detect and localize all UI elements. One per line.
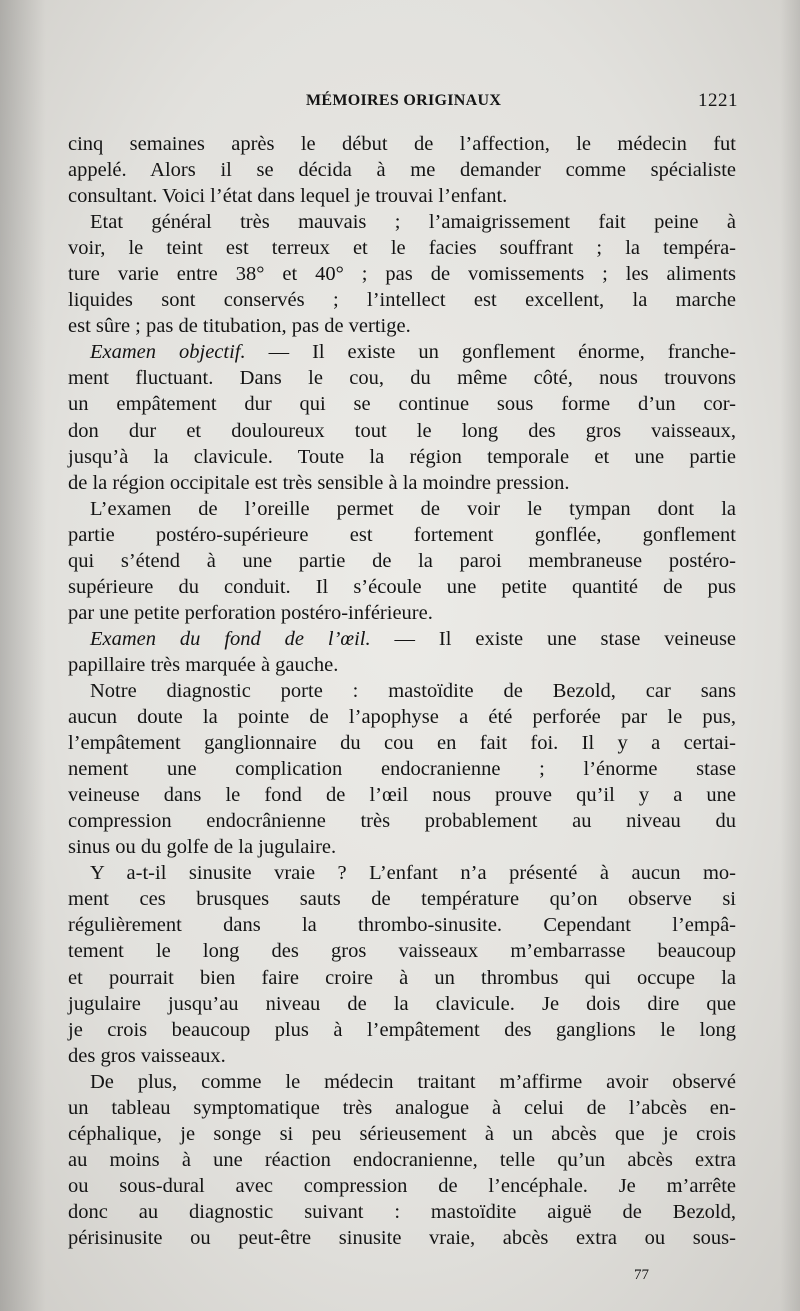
- text-line: [68, 131, 736, 157]
- text-line: [68, 261, 736, 287]
- italic-heading: Examen du fond de l’œil.: [90, 627, 371, 650]
- line-text: donc au diagnostic suivant : mastoïdite aiguë de Bezold,: [68, 1200, 736, 1223]
- line-text: jugulaire jusqu’au niveau de la clavicule. Je dois dire que: [68, 992, 736, 1015]
- line-text: liquides sont conservés ; l’intellect est excellent, la marche: [68, 289, 736, 312]
- running-head: [70, 92, 738, 116]
- text-line: [68, 157, 736, 183]
- line-text: veineuse dans le fond de l’œil nous prouve qu’il y a une: [68, 784, 736, 807]
- line-text: L’examen de l’oreille permet de voir le tympan dont la: [90, 497, 736, 520]
- text-line: [68, 1069, 736, 1095]
- line-text: des gros vaisseaux.: [68, 1044, 226, 1067]
- text-line: [68, 209, 736, 235]
- italic-heading: Examen objectif.: [90, 341, 246, 364]
- line-text: jusqu’à la clavicule. Toute la région temporale et une partie: [68, 445, 736, 468]
- line-text: sinus ou du golfe de la jugulaire.: [68, 836, 337, 859]
- text-line: [68, 1095, 736, 1121]
- text-line: [68, 652, 736, 678]
- line-text: compression endocrânienne très probablement au niveau du: [68, 810, 736, 833]
- body-text: [68, 131, 736, 1251]
- text-line: [68, 912, 736, 938]
- line-text: par une petite perforation postéro-inférieure.: [68, 601, 433, 624]
- line-text: l’empâtement ganglionnaire du cou en fait foi. Il y a certai-: [68, 732, 736, 755]
- line-text: tement le long des gros vaisseaux m’embarrasse beaucoup: [68, 940, 736, 963]
- line-text: régulièrement dans la thrombo-sinusite. Cependant l’empâ-: [68, 914, 736, 937]
- line-text: ou sous-dural avec compression de l’encéphale. Je m’arrête: [68, 1174, 736, 1197]
- line-text: un empâtement dur qui se continue sous forme d’un cor-: [68, 393, 736, 416]
- text-line: [68, 339, 736, 365]
- line-text: céphalique, je songe si peu sérieusement à un abcès que je crois: [68, 1122, 736, 1145]
- line-text: et pourrait bien faire croire à un thrombus qui occupe la: [68, 966, 736, 989]
- text-line: [68, 808, 736, 834]
- text-line: [68, 235, 736, 261]
- line-text: un tableau symptomatique très analogue à celui de l’abcès en-: [68, 1096, 736, 1119]
- text-line: [68, 1121, 736, 1147]
- text-line: [68, 1043, 736, 1069]
- line-text: qui s’étend à une partie de la paroi membraneuse postéro-: [68, 549, 736, 572]
- printer-signature-mark: 77: [634, 1267, 649, 1283]
- text-line: [68, 965, 736, 991]
- line-text: je crois beaucoup plus à l’empâtement des ganglions le long: [68, 1018, 736, 1041]
- text-line: [68, 860, 736, 886]
- line-text: voir, le teint est terreux et le facies souffrant ; la tempéra-: [68, 237, 736, 260]
- text-line: [68, 444, 736, 470]
- text-line: [68, 183, 736, 209]
- page-number: 1221: [698, 90, 738, 111]
- running-title: MÉMOIRES ORIGINAUX: [306, 92, 502, 109]
- line-text: papillaire très marquée à gauche.: [68, 653, 339, 676]
- line-text: consultant. Voici l’état dans lequel je trouvai l’enfant.: [68, 185, 508, 208]
- line-text: don dur et douloureux tout le long des gros vaisseaux,: [68, 419, 736, 442]
- line-text: nement une complication endocranienne ; l’énorme stase: [68, 758, 736, 781]
- text-line: [68, 1173, 736, 1199]
- text-line: [68, 496, 736, 522]
- line-text: ment fluctuant. Dans le cou, du même côté, nous trouvons: [68, 367, 736, 390]
- text-line: [68, 470, 736, 496]
- text-line: [68, 938, 736, 964]
- line-text: aucun doute la pointe de l’apophyse a été perforée par le pus,: [68, 706, 736, 729]
- text-line: [68, 1147, 736, 1173]
- line-text: appelé. Alors il se décida à me demander comme spécialiste: [68, 159, 736, 182]
- text-line: [68, 756, 736, 782]
- text-line: [68, 1199, 736, 1225]
- line-text: partie postéro-supérieure est fortement gonflée, gonflement: [68, 523, 736, 546]
- line-text: est sûre ; pas de titubation, pas de vertige.: [68, 315, 411, 338]
- text-line: [68, 600, 736, 626]
- text-line: [68, 626, 736, 652]
- text-line: [68, 313, 736, 339]
- line-text: cinq semaines après le début de l’affection, le médecin fut: [68, 133, 736, 155]
- line-text: au moins à une réaction endocranienne, telle qu’un abcès extra: [68, 1148, 736, 1171]
- line-text: ture varie entre 38° et 40° ; pas de vomissements ; les aliments: [68, 263, 736, 286]
- text-line: [68, 1225, 736, 1251]
- text-line: [68, 418, 736, 444]
- line-text: Y a-t-il sinusite vraie ? L’enfant n’a présenté à aucun mo-: [90, 862, 736, 885]
- line-text: périsinusite ou peut-être sinusite vraie, abcès extra ou sous-: [68, 1226, 736, 1249]
- text-line: [68, 991, 736, 1017]
- text-line: [68, 287, 736, 313]
- text-line: [68, 730, 736, 756]
- text-line: [68, 391, 736, 417]
- line-text: supérieure du conduit. Il s’écoule une petite quantité de pus: [68, 575, 736, 598]
- line-text: Etat général très mauvais ; l’amaigrissement fait peine à: [90, 211, 736, 234]
- text-line: [68, 704, 736, 730]
- text-line: [68, 548, 736, 574]
- text-line: [68, 782, 736, 808]
- line-text: ment ces brusques sauts de température qu’on observe si: [68, 888, 736, 911]
- line-text: — Il existe un gonflement énorme, franche-: [268, 341, 737, 364]
- text-line: [68, 834, 736, 860]
- text-line: [68, 522, 736, 548]
- text-line: [68, 574, 736, 600]
- line-text: De plus, comme le médecin traitant m’affirme avoir observé: [90, 1070, 736, 1093]
- text-line: [68, 365, 736, 391]
- text-line: [68, 1017, 736, 1043]
- text-line: [68, 678, 736, 704]
- line-text: Notre diagnostic porte : mastoïdite de Bezold, car sans: [90, 679, 736, 702]
- line-text: — Il existe une stase veineuse: [394, 627, 737, 650]
- line-text: de la région occipitale est très sensible à la moindre pression.: [68, 471, 570, 494]
- text-line: [68, 886, 736, 912]
